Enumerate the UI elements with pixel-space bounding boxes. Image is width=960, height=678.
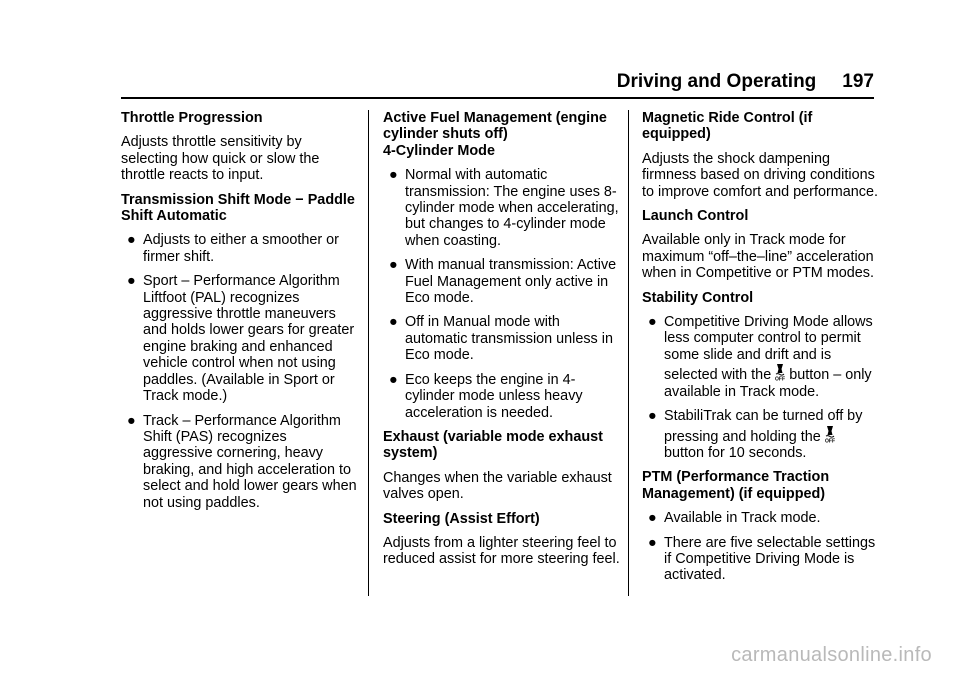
bullet-item [383,372,621,421]
bullet-dot: ● [389,167,398,184]
heading-steering: Steering (Assist Effort) [383,510,540,527]
paragraph: Adjusts from a lighter steering feel to reduced assist for more steering feel. [383,534,620,568]
heading-launch-control: Launch Control [642,208,749,225]
paragraph: Adjusts the shock dampening firmness based on driving conditions to improve comfort and performance. [642,150,878,200]
heading-exhaust: Exhaust (variable mode exhaust system) [383,428,603,462]
bullet-item [383,314,621,363]
page-number: 197 [842,71,874,92]
bullet-dot: ● [127,412,136,429]
watermark [0,644,960,667]
column-divider [628,110,629,596]
heading-stability-control: Stability Control [642,289,754,306]
bullet-dot: ● [648,408,657,425]
bullet-item [642,314,880,400]
bullet-item [121,232,359,265]
bullet-text: Off in Manual mode with automatic transmission unless in Eco mode. [405,314,613,364]
bullet-dot: ● [389,257,398,274]
bullet-text: button – only available in Track mode. [664,367,872,400]
heading-transmission-shift-mode: Transmission Shift Mode − Paddle Shift Automatic [121,191,355,225]
bullet-text: Available in Track mode. [664,510,821,527]
heading-4-cylinder-mode: 4-Cylinder Mode [383,142,495,159]
icon-label: OFF [775,376,786,382]
paragraph: Available only in Track mode for maximum “off–the–line” acceleration when in Competitive or PTM modes. [642,232,874,282]
bullet-item [642,408,880,461]
bullet-dot: ● [648,510,657,527]
bullet-text: With manual transmission: Active Fuel Management only active in Eco mode. [405,257,617,307]
bullet-text: Normal with automatic transmission: The engine uses 8-cylinder mode when accelerating, but changes to 4-cylinder mode when coasting. [405,167,619,249]
bullet-text: StabiliTrak can be turned off by pressing and holding the [664,408,863,445]
bullet-text: Adjusts to either a smoother or firmer shift. [143,232,339,265]
bullet-text: Track – Performance Algorithm Shift (PAS) recognizes aggressive cornering, heavy braking, and high acceleration to select and hold lower gears when not using paddles. [143,412,357,511]
bullet-dot: ● [127,232,136,249]
running-header [0,70,874,94]
bullet-text: Competitive Driving Mode allows less computer control to permit some slide and drift and is selected with the [664,314,873,384]
bullet-dot: ● [389,371,398,388]
bullet-item [383,167,621,249]
bullet-text: Sport – Performance Algorithm Liftfoot (PAL) recognizes aggressive throttle maneuvers and holds lower gears for greater engine braking and enhanced vehicle control when not using paddles. (Available in Sport or Track mode.) [143,273,355,405]
bullet-text: There are five selectable settings if Competitive Driving Mode is activated. [664,534,876,584]
heading-throttle-progression: Throttle Progression [121,110,263,126]
column-divider [368,110,369,596]
bullet-text: button for 10 seconds. [664,444,807,461]
paragraph: Changes when the variable exhaust valves open. [383,469,612,503]
bullet-item [121,413,359,511]
bullet-text: Eco keeps the engine in 4-cylinder mode unless heavy acceleration is needed. [405,371,583,421]
bullet-dot: ● [127,273,136,290]
heading-magnetic-ride-control: Magnetic Ride Control (if equipped) [642,110,813,143]
column-3 [642,110,880,592]
paragraph: Adjusts throttle sensitivity by selecting how quick or slow the throttle reacts to input. [121,134,320,184]
section-title: Driving and Operating [616,71,817,92]
bullet-item [121,273,359,404]
column-1 [121,110,359,519]
bullet-item [383,257,621,306]
bullet-item [642,510,880,526]
icon-label: OFF [824,437,835,443]
heading-active-fuel-management: Active Fuel Management (engine cylinder shuts off) [383,110,607,143]
heading-ptm: PTM (Performance Traction Management) (if equipped) [642,469,830,502]
watermark-text: carmanualsonline.info [731,644,932,666]
header-rule [121,97,874,99]
column-2 [383,110,621,576]
bullet-dot: ● [389,314,398,331]
traction-off-icon [823,425,837,443]
bullet-dot: ● [648,314,657,331]
bullet-item [642,535,880,584]
traction-off-icon [773,363,787,381]
bullet-dot: ● [648,534,657,551]
